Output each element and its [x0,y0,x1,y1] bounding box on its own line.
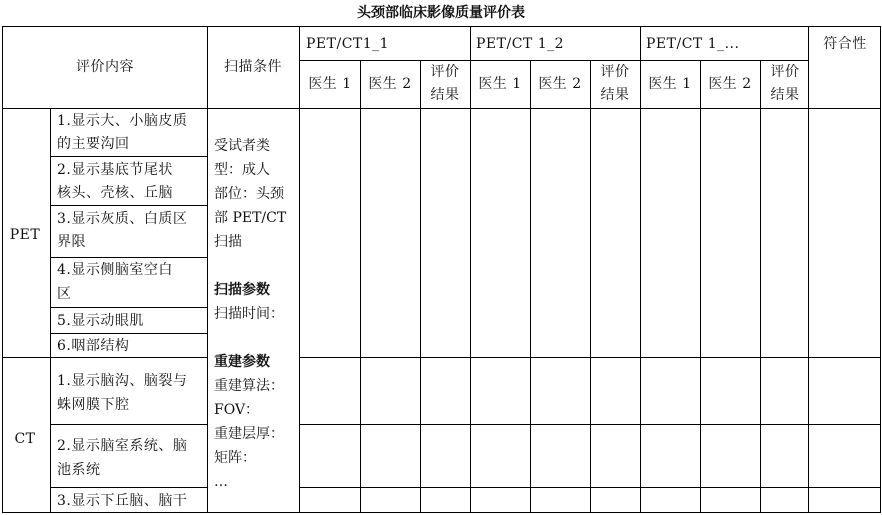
table-rule-horizontal [299,487,881,488]
table-rule-horizontal [299,424,881,425]
ct-item-2-line1: 2.显示脑室系统、脑 [57,438,188,454]
table-rule-horizontal [50,333,208,334]
ct-item-1-line1: 1.显示脑沟、脑裂与 [57,373,188,389]
condition-spacer [214,326,298,350]
form-title: 头颈部临床影像质量评价表 [357,5,525,21]
header-eval-content: 评价内容 [76,59,134,75]
subheader-doctor-2: 医生 2 [538,76,582,92]
ct-item-1-line2: 蛛网膜下腔 [57,397,130,413]
table-rule-vertical [530,60,531,513]
pet-item-2-line1: 2.显示基底节尾状 [57,162,173,178]
group-header-3: PET/CT 1_... [646,36,740,52]
header-conformity: 符合性 [823,36,867,52]
table-rule-horizontal [50,257,208,258]
table-rule-horizontal [299,60,809,61]
section-label-pet: PET [9,227,41,243]
table-rule-vertical [880,26,881,513]
scan-conditions-text [214,134,298,494]
subheader-result-line1: 评价 [600,64,630,80]
condition-heading: 重建参数 [214,354,270,370]
condition-line: 型：成人 [214,162,270,178]
pet-item-3-line1: 3.显示灰质、白质区 [57,211,188,227]
condition-line: 矩阵： [214,450,256,466]
table-rule-vertical [590,60,591,513]
header-scan-conditions: 扫描条件 [224,59,282,75]
group-header-1: PET/CT1_1 [306,36,390,52]
subheader-doctor-1: 医生 1 [308,76,352,92]
table-rule-vertical [360,60,361,513]
table-rule-vertical [299,26,300,513]
subheader-doctor-2: 医生 2 [708,76,752,92]
pet-item-1-line2: 的主要沟回 [57,136,130,152]
table-rule-horizontal [2,108,881,109]
ct-item-3: 3.显示下丘脑、脑干 [57,493,188,509]
subheader-result-line2: 结果 [770,87,800,103]
condition-line: … [214,474,228,490]
table-rule-vertical [50,108,51,513]
table-rule-horizontal [50,424,208,425]
condition-line: 扫描时间： [214,306,284,322]
subheader-result-line2: 结果 [600,87,630,103]
pet-item-2-line2: 核头、壳核、丘脑 [57,185,173,201]
subheader-doctor-1: 医生 1 [478,76,522,92]
condition-line: 部位：头颈 [214,186,284,202]
table-rule-vertical [640,26,641,513]
table-rule-horizontal [2,26,881,27]
ct-item-2-line2: 池系统 [57,462,101,478]
table-rule-vertical [420,60,421,513]
subheader-result-line1: 评价 [770,64,800,80]
pet-item-4-line2: 区 [57,286,72,302]
table-rule-vertical [700,60,701,513]
table-rule-horizontal [50,487,208,488]
pet-item-1-line1: 1.显示大、小脑皮质 [57,113,188,129]
pet-item-3-line2: 界限 [57,234,86,250]
condition-spacer [214,254,298,278]
condition-line: 重建算法： [214,378,284,394]
condition-line: 受试者类 [214,138,270,154]
condition-line: 部 PET/CT [214,210,287,226]
condition-heading: 扫描参数 [214,282,270,298]
section-label-ct: CT [14,431,36,447]
pet-item-5: 5.显示动眼肌 [57,313,144,329]
subheader-result-line2: 结果 [430,87,460,103]
subheader-doctor-1: 医生 1 [648,76,692,92]
subheader-doctor-2: 医生 2 [368,76,412,92]
table-rule-vertical [760,60,761,513]
table-rule-horizontal [299,357,881,358]
table-rule-horizontal [50,205,208,206]
pet-item-6: 6.咽部结构 [57,338,130,354]
table-rule-vertical [470,26,471,513]
table-rule-vertical [207,26,208,513]
pet-item-4-line1: 4.显示侧脑室空白 [57,262,173,278]
condition-line: 重建层厚： [214,426,284,442]
table-rule-horizontal [50,156,208,157]
subheader-result-line1: 评价 [430,64,460,80]
group-header-2: PET/CT 1_2 [476,36,565,52]
condition-line: 扫描 [214,234,242,250]
condition-line: FOV： [214,402,260,418]
table-rule-horizontal [50,307,208,308]
